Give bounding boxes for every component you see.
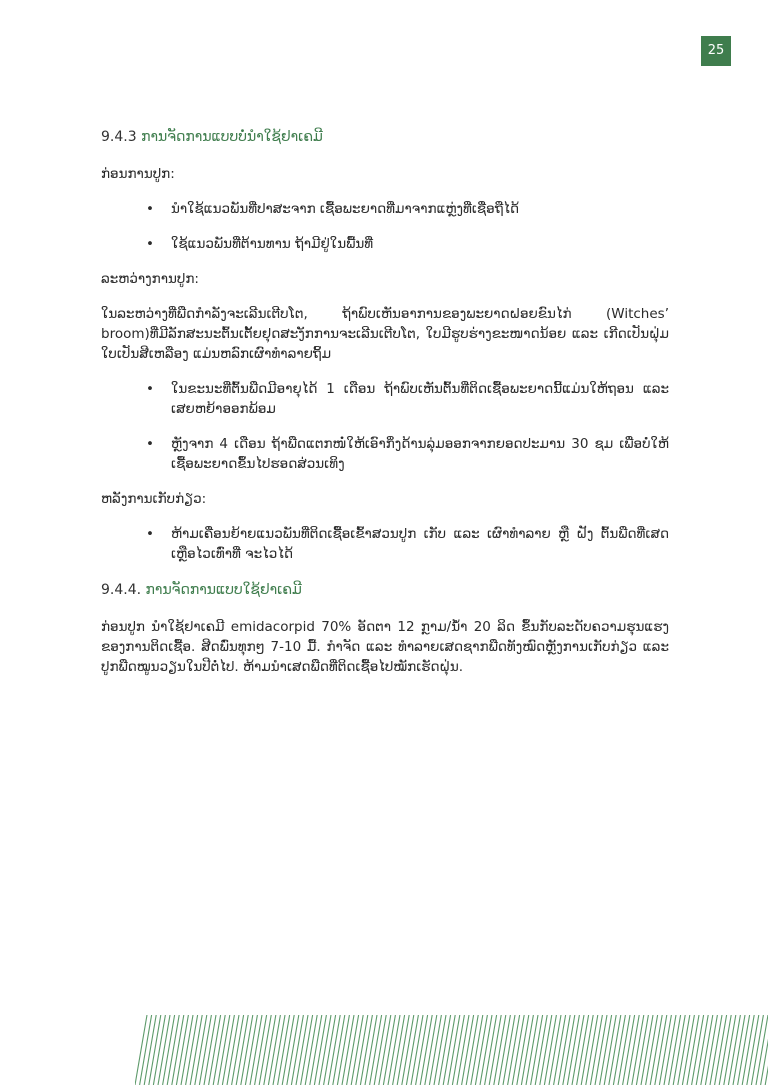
list-item-text: ຫຼັງຈາກ 4 ເດືອນ ຖ້າພືດແຕກໜໍ່ໃຫ້ເອົາກິ່ງດ້ານລຸ່ມອອກຈາກຍອດປະມານ 30 ຊມ ເພື່ອບໍ່ໃຫ້ເຊື້ອພະຍາດຂຶ້ນໄປຮອດສ່ວນເທິງ bbox=[171, 436, 669, 472]
section-title: ການຈັດການແບບບໍ່ນຳໃຊ້ຢາເຄມີ bbox=[141, 129, 323, 145]
section-number: 9.4.4. bbox=[101, 582, 146, 598]
list-item-text: ນຳໃຊ້ແນວພັນທີ່ປາສະຈາກ ເຊື້ອພະຍາດທີ່ມາຈາກແຫຼ່ງທີ່ເຊື່ອຖືໄດ້ bbox=[171, 201, 520, 217]
before-planting-label: ກ່ອນການປູກ: bbox=[101, 166, 175, 182]
bullet-icon: • bbox=[146, 381, 154, 397]
bullet-icon: • bbox=[146, 526, 154, 542]
bullet-icon: • bbox=[146, 201, 154, 217]
after-harvest-label: ຫລັງການເກັບກ່ຽວ: bbox=[101, 491, 207, 507]
document-body bbox=[101, 126, 669, 692]
list-item bbox=[101, 199, 669, 219]
list-item-text: ໃຊ້ແນວພັນທີ່ຕ້ານທານ ຖ້າມີຢູ່ໃນພື້ນທີ່ bbox=[171, 236, 374, 252]
list-item bbox=[101, 379, 669, 419]
chemical-management-paragraph: ກ່ອນປູກ ນຳໃຊ້ຢາເຄມີ emidacorpid 70% ອັດຕາ 12 ກຼາມ/ນ້ຳ 20 ລິດ ຂຶ້ນກັບລະດັບຄວາມຮຸນແຮງຂອງການຕິດເຊື້ອ. ສີດພົ່ນທຸກໆ 7-10 ມື້. ກຳຈັດ ແລະ ທຳລາຍເສດຊາກພືດທັງໝົດຫຼັງການເກັບກ່ຽວ ແລະ ປູກພືດໝູນວຽນໃນປີຕໍ່ໄປ. ຫ້າມນຳເສດພືດທີ່ຕິດເຊື້ອໄປໝັກເຮັດຝຸ່ນ. bbox=[101, 619, 669, 675]
list-item-text: ໃນຂະນະທີ່ຕົ້ນພືດມີອາຍຸໄດ້ 1 ເດືອນ ຖ້າພົບເຫັນຕົ້ນທີ່ຕິດເຊື້ອພະຍາດນີ້ແມ່ນໃຫ້ຖອນ ແລະ ເສຍຫຍ້າອອກພ້ອມ bbox=[171, 381, 669, 417]
decorative-stripes bbox=[135, 1015, 768, 1085]
section-heading-9-4-3 bbox=[101, 126, 669, 148]
during-planting-paragraph: ໃນລະຫວ່າງທີ່ພືດກຳລັງຈະເລີນເຕີບໂຕ, ຖ້າພົບເຫັນອາການຂອງພະຍາດຝອຍຂົນໄກ່ (Witches’ broom)ທີ່ມີລັກສະນະຕົ້ນເຕັ້ຍຢຸດສະງັກການຈະເລີນເຕີບໂຕ, ໃບມີຮູບຮ່າງຂະໜາດນ້ອຍ ແລະ ເກີດເປັນຝຸ່ມ ໃບເປັນສີເຫລືອງ ແມ່ນຫລົກເຜົາທຳລາຍຖິ້ມ bbox=[101, 306, 669, 362]
bullet-icon: • bbox=[146, 436, 154, 452]
during-planting-label: ລະຫວ່າງການປູກ: bbox=[101, 271, 199, 287]
list-item-text: ຫ້າມເຄື່ອນຍ້າຍແນວພັນທີ່ຕິດເຊື້ອເຂົ້າສວນປູກ ເກັບ ແລະ ເຜົາທຳລາຍ ຫຼື ຝັງ ຕົ້ນພືດທີ່ເສດເຫຼືອໄວເທົ່າທີ່ ຈະໄວໄດ້ bbox=[171, 526, 669, 562]
page-number-badge: 25 bbox=[701, 36, 731, 66]
section-title: ການຈັດການແບບໃຊ້ຢາເຄມີ bbox=[145, 582, 302, 598]
section-number: 9.4.3 bbox=[101, 129, 142, 145]
list-item bbox=[101, 434, 669, 474]
section-heading-9-4-4 bbox=[101, 579, 669, 601]
list-item bbox=[101, 234, 669, 254]
during-planting-list bbox=[101, 379, 669, 474]
after-harvest-list bbox=[101, 524, 669, 564]
list-item bbox=[101, 524, 669, 564]
bullet-icon: • bbox=[146, 236, 154, 252]
before-planting-list bbox=[101, 199, 669, 254]
